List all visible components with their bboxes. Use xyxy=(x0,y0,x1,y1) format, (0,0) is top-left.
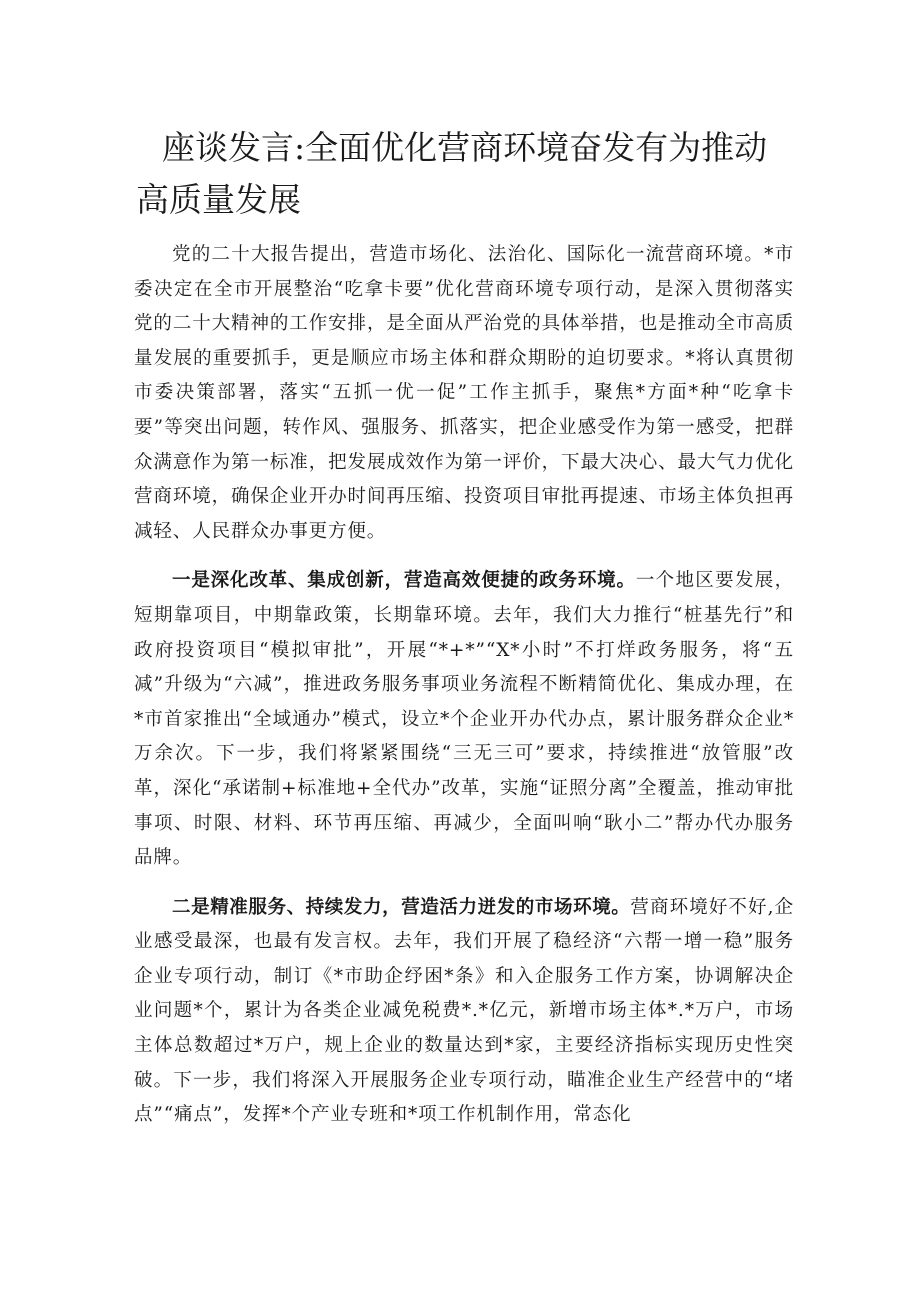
document-title: 座谈发言:全面优化营商环境奋发有为推动高质量发展 xyxy=(136,128,768,219)
section-heading: 二是精准服务、持续发力，营造活力迸发的市场环境。 xyxy=(172,896,631,918)
paragraph-text: 营商环境好不好,企业感受最深，也最有发言权。去年，我们开展了稳经济“六帮一增一稳”服务企业专项行动，制订《*市助企纾困*条》和入企服务工作方案，协调解决企业问题*个，累计为各类企业减免税费*.*亿元，新增市场主体*.*万户，市场主体总数超过*万户，规上企业的数量达到*家，主要经济指标实现历史性突破。下一步，我们将深入开展服务企业专项行动，瞄准企业生产经营中的“堵点”“痛点”，发挥*个产业专班和*项工作机制作用，常态化 xyxy=(134,896,795,1126)
paragraph-text: 党的二十大报告提出，营造市场化、法治化、国际化一流营商环境。*市委决定在全市开展整治“吃拿卡要”优化营商环境专项行动，是深入贯彻落实党的二十大精神的工作安排，是全面从严治党的具体举措，也是推动全市高质量发展的重要抓手，更是顺应市场主体和群众期盼的迫切要求。*将认真贯彻市委决策部署，落实“五抓一优一促”工作主抓手，聚焦*方面*种“吃拿卡要”等突出问题，转作风、强服务、抓落实，把企业感受作为第一感受，把群众满意作为第一标准，把发展成效作为第一评价，下最大决心、最大气力优化营商环境，确保企业开办时间再压缩、投资项目审批再提速、市场主体负担再减轻、人民群众办事更方便。 xyxy=(134,244,794,542)
paragraph-intro xyxy=(134,238,794,549)
section-heading: 一是深化改革、集成创新，营造高效便捷的政务环境。 xyxy=(172,570,636,592)
paragraph-section-1 xyxy=(134,564,794,875)
document-body xyxy=(134,238,794,1133)
paragraph-section-2 xyxy=(134,891,794,1133)
paragraph-text: 一个地区要发展，短期靠项目，中期靠政策，长期靠环境。去年，我们大力推行“桩基先行”和政府投资项目“模拟审批”，开展“*+*”“X*小时”不打烊政务服务，将“五减”升级为“六减”，推进政务服务事项业务流程不断精简优化、集成办理，在*市首家推出“全域通办”模式，设立*个企业开办代办点，累计服务群众企业*万余次。下一步，我们将紧紧围绕“三无三可”要求，持续推进“放管服”改革，深化“承诺制+标准地+全代办”改革，实施“证照分离”全覆盖，推动审批事项、时限、材料、环节再压缩、再减少，全面叫响“耿小二”帮办代办服务品牌。 xyxy=(134,570,794,869)
